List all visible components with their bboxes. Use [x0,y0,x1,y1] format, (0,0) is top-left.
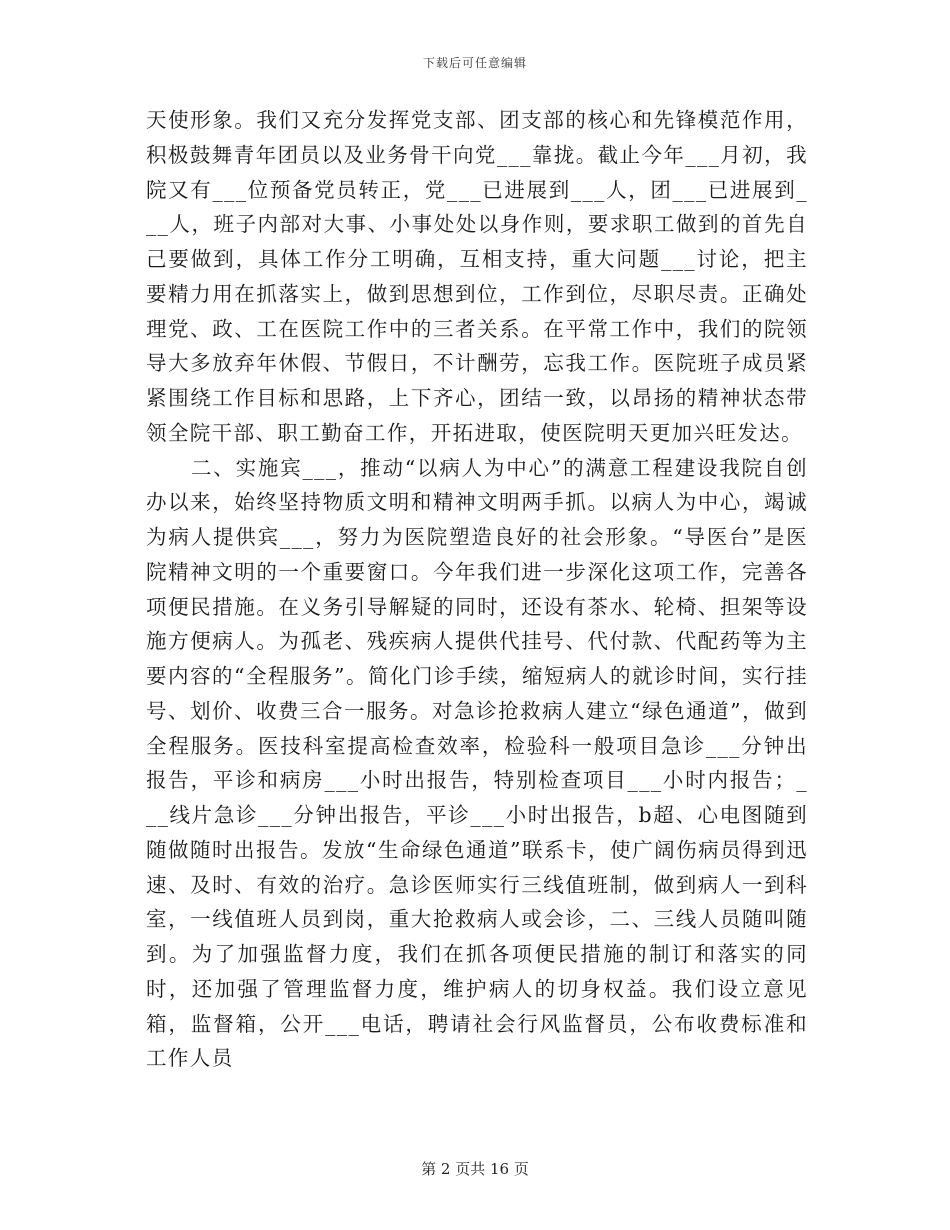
document-body [146,103,808,1076]
paragraph-2: 二、实施宾___，推动“以病人为中心”的满意工程建设我院自创办以来，始终坚持物质文明和精神文明两手抓。以病人为中心，竭诚为病人提供宾___，努力为医院塑造良好的社会形象。“导医台”是医院精神文明的一个重要窗口。今年我们进一步深化这项工作，完善各项便民措施。在义务引导解疑的同时，还设有茶水、轮椅、担架等设施方便病人。为孤老、残疾病人提供代挂号、代付款、代配药等为主要内容的“全程服务”。简化门诊手续，缩短病人的就诊时间，实行挂号、划价、收费三合一服务。对急诊抢救病人建立“绿色通道”，做到全程服务。医技科室提高检查效率，检验科一般项目急诊___分钟出报告，平诊和病房___小时出报告，特别检查项目___小时内报告；___线片急诊___分钟出报告，平诊___小时出报告，b超、心电图随到随做随时出报告。发放“生命绿色通道”联系卡，使广阔伤病员得到迅速、及时、有效的治疗。急诊医师实行三线值班制，做到病人一到科室，一线值班人员到岗，重大抢救病人或会诊，二、三线人员随叫随到。为了加强监督力度，我们在抓各项便民措施的制订和落实的同时，还加强了管理监督力度，维护病人的切身权益。我们设立意见箱，监督箱，公开___电话，聘请社会行风监督员，公布收费标准和工作人员 [146,455,808,1071]
page-footer: 第 2 页共 16 页 [421,1160,529,1178]
paragraph-1: 天使形象。我们又充分发挥党支部、团支部的核心和先锋模范作用，积极鼓舞青年团员以及业务骨干向党___靠拢。截止今年___月初，我院又有___位预备党员转正，党___已进展到___人，团___已进展到___人，班子内部对大事、小事处处以身作则，要求职工做到的首先自己要做到，具体工作分工明确，互相支持，重大问题___讨论，把主要精力用在抓落实上，做到思想到位，工作到位，尽职尽责。正确处理党、政、工在医院工作中的三者关系。在平常工作中，我们的院领导大多放弃年休假、节假日，不计酬劳，忘我工作。医院班子成员紧紧围绕工作目标和思路，上下齐心，团结一致，以昂扬的精神状态带领全院干部、职工勤奋工作，开拓进取，使医院明天更加兴旺发达。 [146,108,808,445]
page-header: 下载后可任意编辑 [422,56,527,70]
